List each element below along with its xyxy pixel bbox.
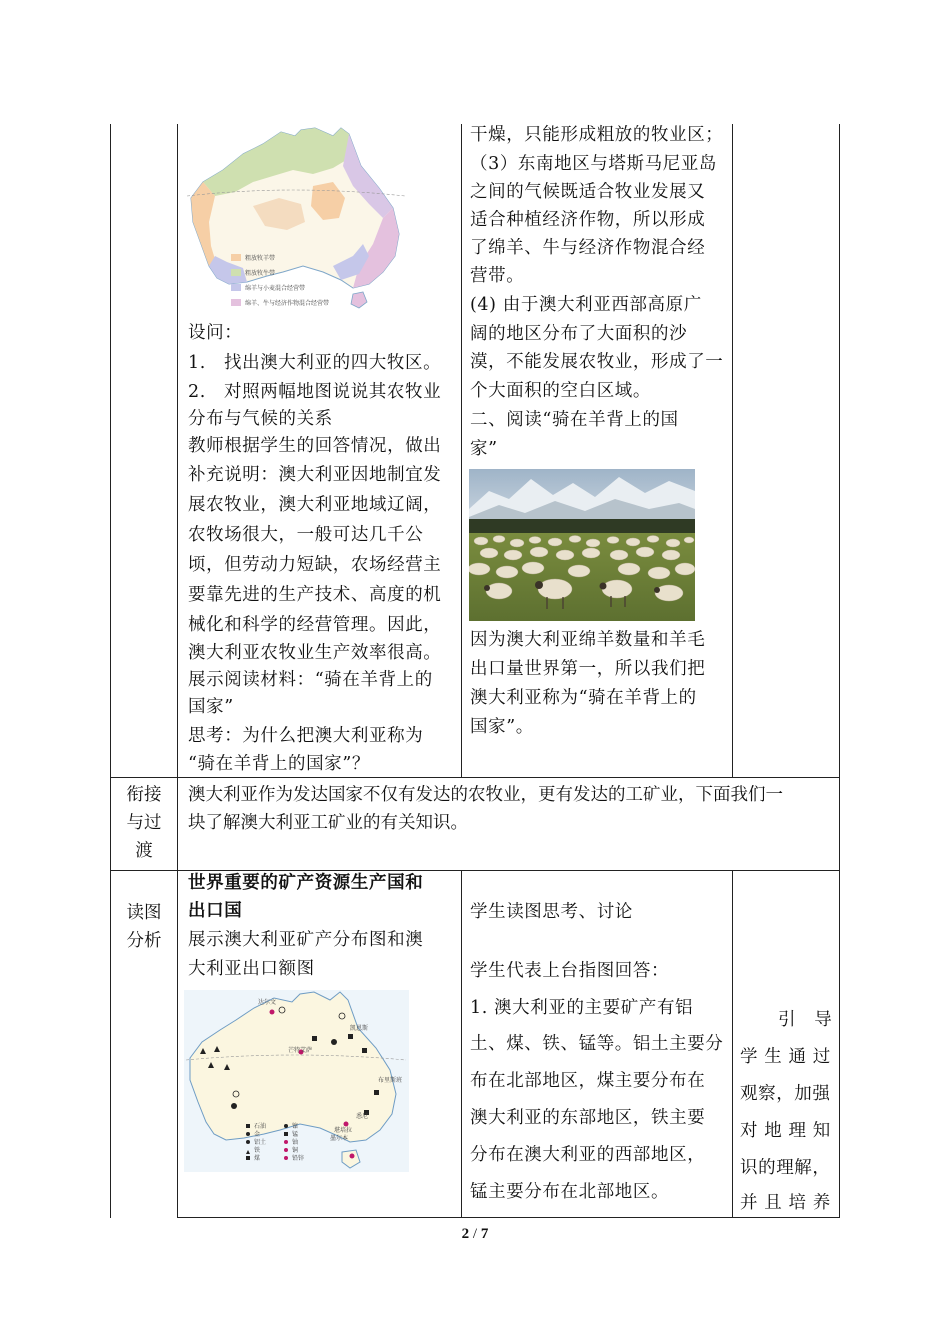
table-col-divider-1 (177, 124, 178, 1218)
transition-label-line: 衔接 (126, 785, 162, 805)
map2-legend: 金 (254, 1131, 261, 1138)
map2-city: 芒特艾萨 (288, 1047, 313, 1054)
col3-line: 个大面积的空白区域。 (470, 381, 651, 401)
reading-col4-line: 并 且 培 养 (740, 1193, 831, 1213)
australia-agriculture-map (183, 126, 413, 316)
map1-legend-3: 绵羊与小麦混合经营带 (245, 285, 306, 292)
transition-label-line: 与过 (126, 813, 162, 833)
transition-label-line: 渡 (135, 841, 153, 861)
col3-line: 澳大利亚称为“骑在羊背上的 (470, 688, 697, 708)
table-col-divider-2 (461, 124, 462, 777)
map2-city: 凯恩斯 (350, 1025, 369, 1032)
map2-city: 悉尼 (356, 1113, 369, 1120)
table-border-left (110, 124, 111, 1218)
table-col-divider-2b (461, 870, 462, 1218)
table-col-divider-3 (732, 124, 733, 777)
map1-legend-2: 粗放牧牛带 (245, 270, 276, 277)
table-col-divider-3b (732, 870, 733, 1218)
transition-line: 块了解澳大利亚工矿业的有关知识。 (188, 813, 468, 833)
reading-col4-line: 学 生 通 过 (740, 1047, 831, 1067)
col3-line: 出口量世界第一，所以我们把 (470, 659, 706, 679)
col3-line: 国家”。 (470, 717, 534, 737)
col2-line: 顷，但劳动力短缺，农场经营主 (188, 555, 442, 575)
map2-city: 达尔文 (258, 999, 277, 1006)
col2-line: “骑在羊背上的国家”？ (188, 754, 370, 774)
map2-city: 堪培拉 (334, 1127, 353, 1134)
map2-legend: 石油 (254, 1123, 267, 1130)
col2-line: 1. 找出澳大利亚的四大牧区。 (188, 353, 442, 373)
col3-line: 因为澳大利亚绵羊数量和羊毛 (470, 630, 706, 650)
col3-line: 之间的气候既适合牧业发展又 (470, 182, 706, 202)
col3-line: 干燥，只能形成粗放的牧业区； (470, 125, 724, 145)
map2-legend: 锰 (292, 1131, 299, 1138)
col2-line: 补充说明：澳大利亚因地制宜发 (188, 465, 442, 485)
map2-legend: 镍 (292, 1123, 299, 1130)
page-current: 2 (461, 1226, 470, 1242)
col3-line: 营带。 (470, 266, 525, 286)
col3-line: 适合种植经济作物，所以形成 (470, 210, 706, 230)
map2-legend: 铁 (254, 1147, 261, 1154)
col2-line: 械化和科学的经营管理。因此， (188, 615, 442, 635)
map2-city: 墨尔本 (330, 1135, 349, 1142)
col3-line: 家” (470, 439, 498, 459)
reading-label-line: 读图 (126, 903, 162, 923)
map2-legend: 铀 (292, 1139, 299, 1146)
sheep-pasture-photo (469, 469, 695, 621)
reading-col3-line: 澳大利亚的东部地区，铁主要 (470, 1108, 706, 1128)
col3-line: （3）东南地区与塔斯马尼亚岛 (470, 154, 718, 174)
col2-line: 展示阅读材料：“骑在羊背上的 (188, 670, 433, 690)
reading-label-line: 分析 (126, 931, 162, 951)
reading-title-line: 出口国 (188, 901, 243, 921)
col2-line: 教师根据学生的回答情况，做出 (188, 436, 442, 456)
reading-intro-line: 展示澳大利亚矿产分布图和澳 (188, 930, 424, 950)
australia-minerals-map (184, 990, 409, 1172)
col2-line: 澳大利亚农牧业生产效率很高。 (188, 643, 442, 663)
reading-col3-line: 锰主要分布在北部地区。 (470, 1182, 670, 1202)
table-border-right (839, 124, 840, 1218)
reading-col3-line: 1. 澳大利亚的主要矿产有铝 (470, 998, 694, 1018)
page-number (0, 1226, 950, 1243)
reading-col3-line: 学生读图思考、讨论 (470, 902, 633, 922)
map2-legend: 煤 (254, 1155, 261, 1162)
map2-city: 布里斯班 (378, 1077, 403, 1084)
col2-line: 设问： (188, 323, 243, 343)
col2-line: 思考：为什么把澳大利亚称为 (188, 726, 424, 746)
col2-line: 农牧场很大，一般可达几千公 (188, 525, 424, 545)
page-total: 7 (480, 1226, 489, 1242)
map2-legend: 铝土 (254, 1139, 267, 1146)
page-separator: / (472, 1226, 481, 1242)
map2-legend: 铅锌 (292, 1155, 305, 1162)
col3-line: 二、阅读“骑在羊背上的国 (470, 410, 679, 430)
reading-intro-line: 大利亚出口额图 (188, 959, 315, 979)
reading-col4-line: 识的理解， (740, 1158, 831, 1178)
reading-col4-line: 观察，加强 (740, 1084, 831, 1104)
reading-col4-line: 引 导 (778, 1010, 833, 1030)
reading-col4-line: 对 地 理 知 (740, 1121, 831, 1141)
map2-legend: 铜 (292, 1147, 299, 1154)
col2-line: 国家” (188, 697, 234, 717)
col2-line: 分布与气候的关系 (188, 409, 333, 429)
reading-col3-line: 布在北部地区，煤主要分布在 (470, 1071, 706, 1091)
map1-legend-4: 绵羊、牛与经济作物混合经营带 (245, 300, 330, 307)
col2-line: 要靠先进的生产技术、高度的机 (188, 585, 442, 605)
reading-col3-line: 分布在澳大利亚的西部地区， (470, 1145, 706, 1165)
col2-line: 展农牧业，澳大利亚地域辽阔， (188, 495, 442, 515)
reading-col3-line: 土、煤、铁、锰等。铝土主要分 (470, 1034, 724, 1054)
reading-col3-line: 学生代表上台指图回答： (470, 961, 670, 981)
col3-line: 阔的地区分布了大面积的沙 (470, 324, 688, 344)
col3-line: 漠，不能发展农牧业，形成了一 (470, 352, 724, 372)
reading-title-line: 世界重要的矿产资源生产国和 (188, 873, 424, 893)
map1-legend-1: 粗放牧羊带 (245, 255, 276, 262)
col2-line: 2. 对照两幅地图说说其农牧业 (188, 382, 442, 402)
col3-line: 了绵羊、牛与经济作物混合经 (470, 238, 706, 258)
transition-line: 澳大利亚作为发达国家不仅有发达的农牧业，更有发达的工矿业，下面我们一 (188, 785, 783, 805)
col3-line: (4) 由于澳大利亚西部高原广 (470, 295, 702, 315)
